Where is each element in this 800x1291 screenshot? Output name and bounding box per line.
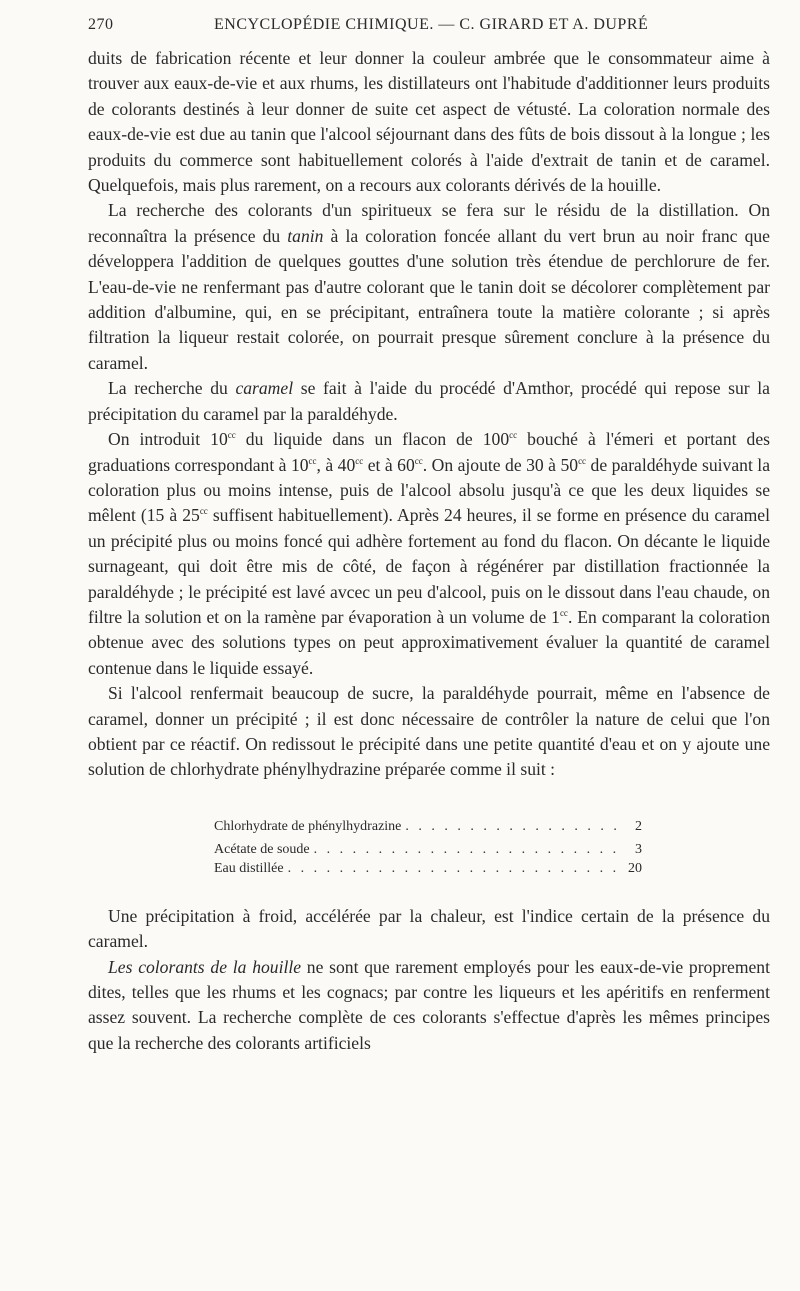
paragraph-4 — [88, 427, 770, 681]
p4-part: de paraldéhyde suivant la coloration plus ou moins intense, puis de l'alcool absolu jusqu'à ce que les deux liquides se mêlent (15 à 25 — [88, 454, 771, 526]
paragraph-2-end: à la coloration foncée allant du vert brun au noir franc que développera l'addition de quelques gouttes d'une solution très étendue de perchlorure de fer. L'eau-de-vie ne renfermant pas d'autre colorant que le tanin doit se décolorer complètement par addition d'albumine, qui, en se précipitant, entraînera toute la matière colorante ; si après filtration la liqueur restait colorée, on pourrait presque sûrement conclure à la présence du caramel. — [88, 225, 770, 373]
term-tanin: tanin — [287, 225, 324, 246]
recipe-ingredient: Chlorhydrate de phénylhydrazine — [214, 818, 402, 834]
paragraph-3 — [88, 376, 770, 427]
paragraph-6: Une précipitation à froid, accélérée par la chaleur, est l'indice certain de la présence du caramel. — [88, 905, 770, 952]
paragraph-7 — [88, 955, 770, 1057]
recipe-quantity: 20 — [628, 860, 642, 876]
paragraph-3-start: La recherche du — [108, 378, 236, 399]
unit-cc: cc — [308, 455, 317, 466]
p4-part: On introduit 10 — [108, 429, 228, 450]
recipe-row — [214, 813, 642, 836]
p4-part: bouché à l'émeri et portant des graduations correspondant à 10 — [88, 429, 770, 475]
unit-cc: cc — [414, 455, 423, 466]
page-header — [88, 16, 770, 46]
p4-part: du liquide dans un flacon de 100 — [235, 429, 510, 450]
body-text-continued — [88, 904, 770, 1056]
running-title: ENCYCLOPÉDIE CHIMIQUE. — C. GIRARD ET A. DUPRÉ — [214, 16, 649, 33]
unit-cc: cc — [227, 430, 236, 441]
recipe-ingredient: Eau distillée — [214, 860, 284, 876]
unit-cc: cc — [509, 430, 518, 441]
p4-part: , à 40 — [316, 454, 356, 475]
recipe-table — [214, 813, 642, 878]
unit-cc: cc — [559, 607, 568, 618]
recipe-quantity: 3 — [635, 841, 642, 857]
term-colorants-houille: Les colorants de la houille — [108, 956, 302, 977]
unit-cc: cc — [199, 506, 208, 517]
page-number: 270 — [88, 16, 114, 33]
recipe-quantity: 2 — [635, 818, 642, 834]
recipe-row — [214, 836, 642, 859]
unit-cc: cc — [355, 455, 364, 466]
paragraph-3-end: se fait à l'aide du procédé d'Amthor, procédé qui repose sur la précipitation du caramel par la paraldéhyde. — [88, 378, 770, 424]
p4-part: . On ajoute de 30 à 50 — [422, 454, 579, 475]
document-page — [88, 16, 770, 1056]
body-text — [88, 46, 770, 783]
paragraph-7-end: ne sont que rarement employés pour les eaux-de-vie proprement dites, telles que les rhums et les cognacs; par contre les liqueurs et les apéritifs en renferment assez souvent. La recherche complète de ces colorants s'effectue d'après les mêmes principes que la recherche des colorants artificiels — [88, 956, 770, 1053]
p4-part: suffisent habituellement). Après 24 heures, il se forme en présence du caramel un précipité plus ou moins foncé qui adhère fortement au fond du flacon. On décante le liquide surnageant, qui doit être mis de côté, de façon à régénérer par distillation fractionnée la paraldéhyde ; le précipité est lavé avcec un peu d'alcool, puis on le dissout dans l'eau chaude, on filtre la solution et on la ramène par évaporation à un volume de 1 — [88, 505, 770, 627]
p4-part: . En comparant la coloration obtenue avec des solutions types on peut approximativement évaluer la quantité de caramel contenue dans le liquide essayé. — [88, 606, 770, 678]
leader-dots — [405, 817, 616, 836]
unit-cc: cc — [578, 455, 587, 466]
paragraph-1: duits de fabrication récente et leur donner la couleur ambrée que le consommateur aime à trouver aux eaux-de-vie et aux rhums, les distillateurs ont l'habitude d'additionner leurs produits de colorants destinés à leur donner de suite cet aspect de vétusté. La coloration normale des eaux-de-vie est due au tanin que l'alcool séjournant dans des fûts de bois dissout à la longue ; les produits du commerce sont habituellement colorés à l'aide d'extrait de tanin et de caramel. Quelquefois, mais plus rarement, on a recours aux colorants dérivés de la houille. — [88, 48, 770, 196]
paragraph-2-start: La recherche des colorants d'un spiritueux se fera sur le résidu de la distillation. On reconnaîtra la présence du — [88, 200, 770, 246]
paragraph-2 — [88, 198, 770, 376]
recipe-ingredient: Acétate de soude — [214, 841, 310, 857]
p4-part: et à 60 — [363, 454, 415, 475]
term-caramel: caramel — [235, 378, 294, 399]
leader-dots — [314, 840, 616, 859]
leader-dots — [288, 859, 616, 878]
paragraph-5: Si l'alcool renfermait beaucoup de sucre, la paraldéhyde pourrait, même en l'absence de caramel, donner un précipité ; il est donc nécessaire de contrôler la nature de celui que l'on obtient par ce réactif. On redissout le précipité dans une petite quantité d'eau et on y ajoute une solution de chlorhydrate phénylhydrazine préparée comme il suit : — [88, 683, 770, 780]
recipe-row — [214, 859, 642, 878]
